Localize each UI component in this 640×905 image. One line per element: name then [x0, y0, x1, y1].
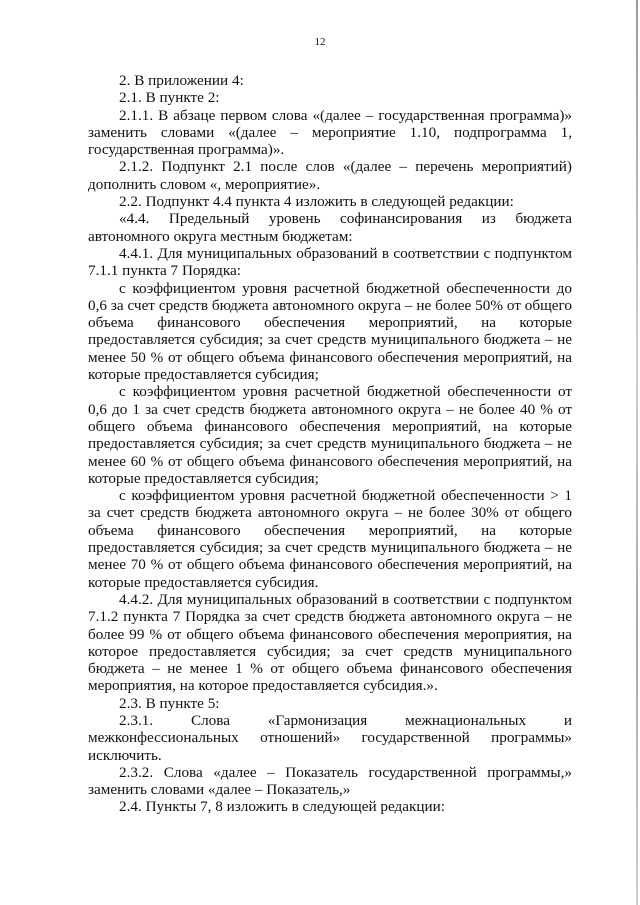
paragraph-coef-gt-1: с коэффициентом уровня расчетной бюджетной обеспеченности > 1 за счет средств бюджета автономного округа – не более 30% от общего объема финансового обеспечения мероприятий, на которые предоставляется субсидия; за счет средств муниципального бюджета – не менее 70 % от общего объема финансового обеспечения мероприятий, на которые предоставляется субсидия. [88, 487, 572, 591]
paragraph-4-4-1: 4.4.1. Для муниципальных образований в соответствии с подпунктом 7.1.1 пункта 7 Порядка: [88, 244, 572, 280]
paragraph-coef-0-6-1: с коэффициентом уровня расчетной бюджетной обеспеченности от 0,6 до 1 за счет средств бюджета автономного округа – не более 40 % от общего объема финансового обеспечения мероприятий, на которые предоставляется субсидия; за счет средств муниципального бюджета – не менее 60 % от общего объема финансового обеспечения мероприятий, на которые предоставляется субсидия; [88, 383, 572, 487]
paragraph-2-1: 2.1. В пункте 2: [119, 89, 220, 107]
paragraph-2-1-2: 2.1.2. Подпункт 2.1 после слов «(далее – перечень мероприятий) дополнить словом «, мероприятие». [88, 158, 572, 193]
paragraph-2-4: 2.4. Пункты 7, 8 изложить в следующей редакции: [119, 798, 446, 816]
paragraph-2-3: 2.3. В пункте 5: [119, 694, 220, 712]
paragraph-2-3-1: 2.3.1. Слова «Гармонизация межнациональных и межконфессиональных отношений» государственной программы» исключить. [88, 711, 572, 764]
paragraph-2-1-1: 2.1.1. В абзаце первом слова «(далее – государственная программа)» заменить словами «(далее – мероприятие 1.10, подпрограмма 1, государственная программа)». [88, 106, 572, 159]
paragraph-4-4: «4.4. Предельный уровень софинансирования из бюджета автономного округа местным бюджетам: [88, 210, 572, 245]
page-number: 12 [314, 36, 326, 48]
paragraph-2-2: 2.2. Подпункт 4.4 пункта 4 изложить в следующей редакции: [119, 193, 514, 211]
paragraph-4-4-2: 4.4.2. Для муниципальных образований в соответствии с подпунктом 7.1.2 пункта 7 Порядка за счет средств бюджета автономного округа – не более 99 % от общего объема финансового обеспечения мероприятия, на которое предоставляется субсидия; за счет средств муниципального бюджета – не менее 1 % от общего объема финансового обеспечения мероприятия, на которое предоставляется субсидия.». [88, 590, 572, 695]
paragraph-coef-0-6: с коэффициентом уровня расчетной бюджетной обеспеченности до 0,6 за счет средств бюджета автономного округа – не более 50% от общего объема финансового обеспечения мероприятий, на которые предоставляется субсидия; за счет средств муниципального бюджета – не менее 50 % от общего объема финансового обеспечения мероприятий, на которые предоставляется субсидия; [88, 279, 572, 384]
paragraph-2-3-2: 2.3.2. Слова «далее – Показатель государственной программы,» заменить словами «далее – Показатель,» [88, 763, 572, 799]
document-body [88, 72, 572, 816]
scan-edge [636, 0, 638, 905]
paragraph-2: 2. В приложении 4: [119, 72, 244, 89]
